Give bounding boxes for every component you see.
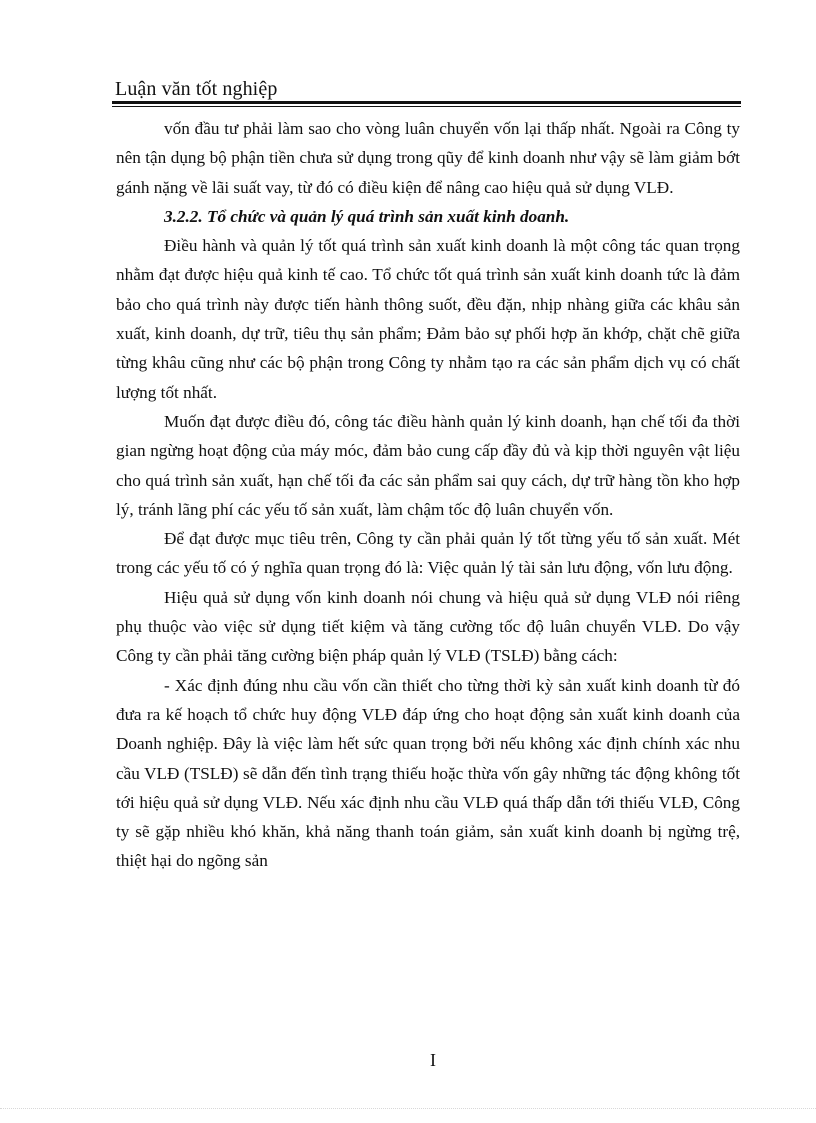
paragraph-2: Điều hành và quản lý tốt quá trình sản xuất kinh doanh là một công tác quan trọng nhằm đạt được hiệu quả kinh tế cao. Tổ chức tốt quá trình sản xuất kinh doanh tức là đảm bảo cho quá trình này được tiến hành thông suốt, đều đặn, nhịp nhàng giữa các khâu sản xuất, kinh doanh, dự trữ, tiêu thụ sản phẩm; Đảm bảo sự phối hợp ăn khớp, chặt chẽ giữa từng khâu cũng như các bộ phận trong Công ty nhằm tạo ra các sản phẩm dịch vụ có chất lượng tốt nhất. xyxy=(116,236,740,402)
page-bottom-border xyxy=(0,1108,816,1109)
paragraph-3: Muốn đạt được điều đó, công tác điều hành quản lý kinh doanh, hạn chế tối đa thời gian ngừng hoạt động của máy móc, đảm bảo cung cấp đầy đủ và kịp thời nguyên vật liệu cho quá trình sản xuất, hạn chế tối đa các sản phẩm sai quy cách, dự trữ hàng tồn kho hợp lý, tránh lãng phí các yếu tố sản xuất, làm chậm tốc độ luân chuyển vốn. xyxy=(116,411,740,519)
header-rule-thin xyxy=(112,106,741,107)
paragraph-1: vốn đầu tư phải làm sao cho vòng luân chuyển vốn lại thấp nhất. Ngoài ra Công ty nên tận dụng bộ phận tiền chưa sử dụng trong qũy để kinh doanh như vậy sẽ làm giảm bớt gánh nặng về lãi suất vay, từ đó có điều kiện để nâng cao hiệu quả sử dụng VLĐ. xyxy=(116,119,740,197)
header-title: Luận văn tốt nghiệp xyxy=(115,78,278,100)
header-rule-thick xyxy=(112,101,741,104)
page-header xyxy=(112,77,741,107)
page-number: I xyxy=(430,1050,436,1070)
paragraph-6: - Xác định đúng nhu cầu vốn cần thiết cho từng thời kỳ sản xuất kinh doanh từ đó đưa ra kế hoạch tổ chức huy động VLĐ đáp ứng cho hoạt động sản xuất kinh doanh của Doanh nghiệp. Đây là việc làm hết sức quan trọng bởi nếu không xác định chính xác nhu cầu VLĐ (TSLĐ) sẽ dẫn đến tình trạng thiếu hoặc thừa vốn gây những tác động không tốt tới hiệu quả sử dụng VLĐ. Nếu xác định nhu cầu VLĐ quá thấp dẫn tới thiếu VLĐ, Công ty sẽ gặp nhiều khó khăn, khả năng thanh toán giảm, sản xuất kinh doanh bị ngừng trệ, thiệt hại do ngõng sản xyxy=(116,675,740,871)
paragraph-5: Hiệu quả sử dụng vốn kinh doanh nói chung và hiệu quả sử dụng VLĐ nói riêng phụ thuộc vào việc sử dụng tiết kiệm và tăng cường tốc độ luân chuyển VLĐ. Do vậy Công ty cần phải tăng cường biện pháp quản lý VLĐ (TSLĐ) bằng cách: xyxy=(116,587,740,666)
section-heading: 3.2.2. Tổ chức và quản lý quá trình sản xuất kinh doanh. xyxy=(164,206,570,226)
document-body xyxy=(116,114,740,876)
paragraph-4: Để đạt được mục tiêu trên, Công ty cần phải quản lý tốt từng yếu tố sản xuất. Mét trong các yếu tố có ý nghĩa quan trọng đó là: Việc quản lý tài sản lưu động, vốn lưu động. xyxy=(116,529,740,578)
